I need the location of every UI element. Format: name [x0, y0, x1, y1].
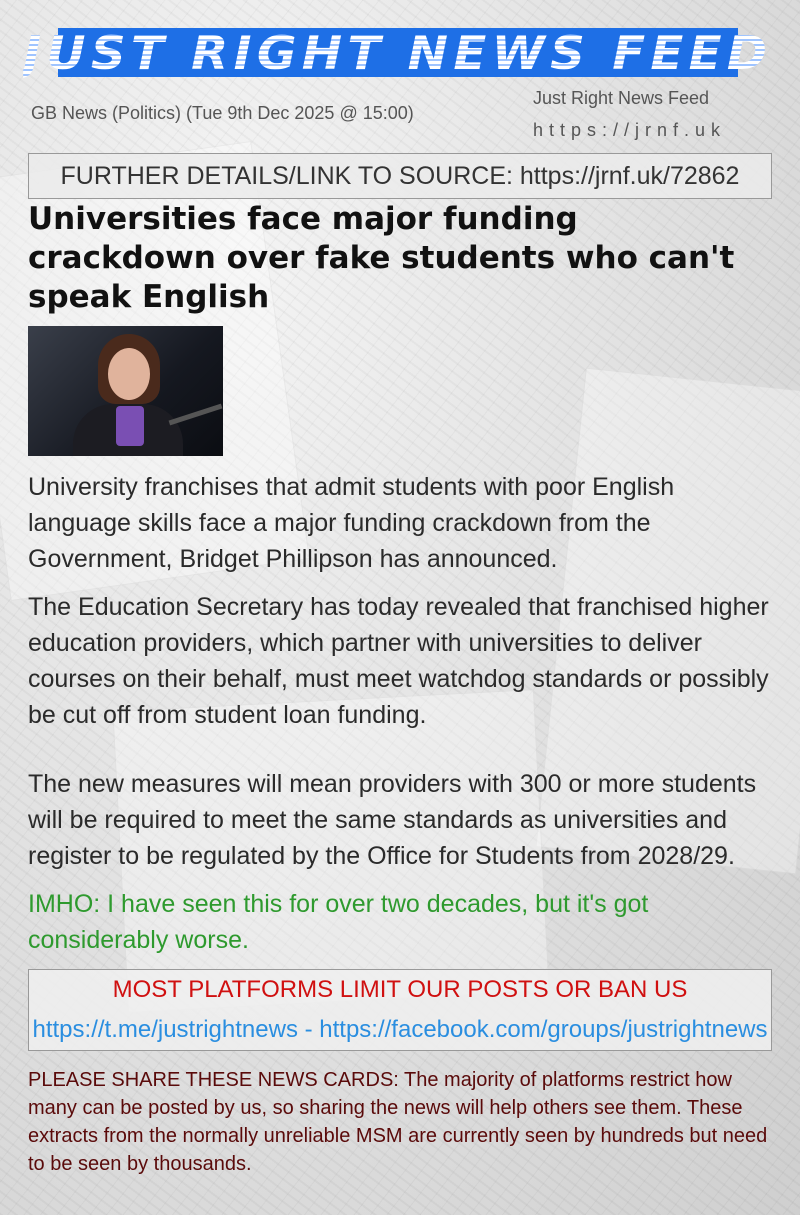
promo-warning: MOST PLATFORMS LIMIT OUR POSTS OR BAN US [112, 976, 688, 1003]
article-paragraph: The Education Secretary has today revealed that franchised higher education providers, which partner with universities to deliver courses on their behalf, must meet watchdog standards or possibly be cut off from student loan funding. [28, 593, 769, 729]
microphone-icon [169, 404, 223, 426]
article-headline: Universities face major funding crackdown over fake students who can't speak English [28, 201, 735, 315]
photo-top [116, 406, 144, 446]
site-banner [23, 25, 773, 80]
share-note: PLEASE SHARE THESE NEWS CARDS: The majority of platforms restrict how many can be posted by us, so sharing the news will help others see them. These extracts from the normally unreliable MSM are currently seen by hundreds but need to be seen by thousands. [28, 1069, 768, 1175]
article-photo [28, 326, 223, 456]
editor-comment: IMHO: I have seen this for over two decades, but it's got considerably worse. [28, 890, 649, 954]
source-link-text[interactable]: FURTHER DETAILS/LINK TO SOURCE: https://jrnf.uk/72862 [60, 161, 740, 190]
site-url[interactable]: https://jrnf.uk [533, 120, 727, 140]
photo-face [108, 348, 150, 400]
promo-box [28, 969, 772, 1051]
site-name: Just Right News Feed [533, 88, 710, 108]
banner-title: JUST RIGHT NEWS FEED [23, 25, 773, 80]
article-paragraph: University franchises that admit students with poor English language skills face a major funding crackdown from the Government, Bridget Phillipson has announced. [28, 473, 675, 573]
source-link-box[interactable] [28, 153, 772, 199]
article-paragraph: The new measures will mean providers with 300 or more students will be required to meet the same standards as universities and register to be regulated by the Office for Students from 2028/29. [28, 770, 757, 870]
byline: GB News (Politics) (Tue 9th Dec 2025 @ 15:00) [31, 103, 414, 123]
promo-links[interactable]: https://t.me/justrightnews - https://facebook.com/groups/justrightnews [32, 1016, 768, 1043]
